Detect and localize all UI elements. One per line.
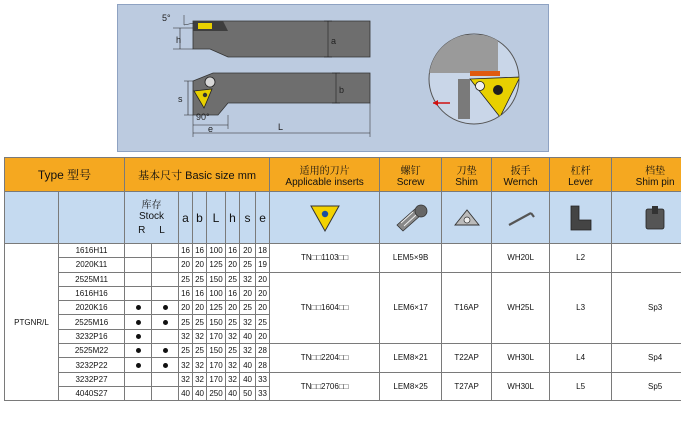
stock-r-cell	[125, 344, 152, 358]
model-cell: 3232P27	[59, 372, 125, 386]
insert-cell: TN□□1103□□	[270, 244, 380, 273]
stock-l-cell	[152, 344, 179, 358]
dim-angle: 5°	[162, 13, 171, 23]
header-screw: 螺钉 Screw	[380, 158, 442, 192]
side-view	[173, 15, 370, 57]
detail-view	[418, 34, 520, 124]
header-type: Type 型号	[5, 158, 125, 192]
model-cell: 4040S27	[59, 386, 125, 400]
lever-cell: L5	[550, 372, 612, 401]
table-row: 1616H16 16 16 100 16 20 20	[5, 286, 681, 300]
model-cell: 2525M22	[59, 344, 125, 358]
in-stock-dot	[136, 305, 141, 310]
header-shim-pin: 档垫 Shim pin	[612, 158, 681, 192]
model-cell: 3232P16	[59, 329, 125, 343]
stock-l-cell	[152, 301, 179, 315]
table-row: 2525M11 25 25 150 25 32 20 TN□□1604□□ LEM6×17 T16AP WH25L L3 Sp3	[5, 272, 681, 286]
dim-b: b	[339, 85, 345, 95]
in-stock-dot	[163, 363, 168, 368]
table-row: 2525M22 25 25 150 25 32 28 TN□□2204□□ LEM8×21 T22AP WH30L L4 Sp4	[5, 344, 681, 358]
dim-a: a	[331, 36, 337, 46]
screw-cell: LEM8×21	[380, 344, 442, 373]
stock-r-cell	[125, 301, 152, 315]
stock-r-cell	[125, 315, 152, 329]
wrench-cell: WH30L	[492, 344, 550, 373]
lever-cell: L3	[550, 272, 612, 343]
table-row: PTGNR/L 1616H11 16 16 100 16 20 18 TN□□1103□□ LEM5×9B WH20L L2	[5, 244, 681, 258]
screw-icon	[380, 192, 442, 244]
table-row: 2020K11 20 20 125 20 25 19	[5, 258, 681, 272]
stock-r-cell	[125, 358, 152, 372]
type-name: PTGNR/L	[5, 244, 59, 401]
header-inserts: 适用的刀片 Applicable inserts	[270, 158, 380, 192]
lever-cell: L4	[550, 344, 612, 373]
in-stock-dot	[136, 320, 141, 325]
shim-pin-cell: Sp4	[612, 344, 681, 373]
shim-cell	[442, 244, 492, 273]
stock-l-cell	[152, 315, 179, 329]
stock-l-cell	[152, 358, 179, 372]
col-h: h	[226, 192, 240, 244]
in-stock-dot	[163, 348, 168, 353]
lever-icon	[550, 192, 612, 244]
dim-L: L	[278, 122, 284, 132]
stock-header: 库存 Stock R L	[125, 192, 179, 244]
in-stock-dot	[136, 363, 141, 368]
model-cell: 3232P22	[59, 358, 125, 372]
dim-h: h	[176, 35, 182, 45]
screw-cell: LEM6×17	[380, 272, 442, 343]
header-shim: 刀垫 Shim	[442, 158, 492, 192]
table-row: 2525M16 25 25 150 25 32 25	[5, 315, 681, 329]
shim-cell: T27AP	[442, 372, 492, 401]
model-cell: 1616H11	[59, 244, 125, 258]
shim-pin-cell	[612, 244, 681, 273]
dim-s: s	[178, 94, 183, 104]
model-cell: 1616H16	[59, 286, 125, 300]
col-b: b	[193, 192, 207, 244]
subheader-row	[5, 192, 681, 244]
shim-pin-icon	[612, 192, 681, 244]
model-cell: 2525M11	[59, 272, 125, 286]
insert-cell: TN□□2706□□	[270, 372, 380, 401]
shim-cell: T16AP	[442, 272, 492, 343]
table-row: 3232P16 32 32 170 32 40 20	[5, 329, 681, 343]
header-basic-size: 基本尺寸 Basic size mm	[125, 158, 270, 192]
in-stock-dot	[136, 334, 141, 339]
col-e: e	[256, 192, 270, 244]
spec-table	[4, 157, 681, 401]
model-cell: 2525M16	[59, 315, 125, 329]
wrench-cell: WH30L	[492, 372, 550, 401]
col-a: a	[179, 192, 193, 244]
in-stock-dot	[136, 348, 141, 353]
model-cell: 2020K11	[59, 258, 125, 272]
header-lever: 杠杆 Lever	[550, 158, 612, 192]
header-row	[5, 158, 681, 192]
tool-drawing	[118, 5, 550, 153]
tool-drawing-panel	[117, 4, 549, 152]
dim-angle2: 90°	[196, 112, 210, 122]
insert-cell: TN□□2204□□	[270, 344, 380, 373]
col-s: s	[240, 192, 256, 244]
wrench-cell: WH20L	[492, 244, 550, 273]
shim-cell: T22AP	[442, 344, 492, 373]
header-wrench: 扳手 Wernch	[492, 158, 550, 192]
wrench-icon	[492, 192, 550, 244]
insert-triangle-icon	[270, 192, 380, 244]
table-row: 2020K16 20 20 125 20 25 20	[5, 301, 681, 315]
shim-pin-cell: Sp5	[612, 372, 681, 401]
model-cell: 2020K16	[59, 301, 125, 315]
table-row: 4040S27 40 40 250 40 50 33	[5, 386, 681, 400]
table-row: 3232P22 32 32 170 32 40 28	[5, 358, 681, 372]
wrench-cell: WH25L	[492, 272, 550, 343]
table-row: 3232P27 32 32 170 32 40 33 TN□□2706□□ LEM8×25 T27AP WH30L L5 Sp5	[5, 372, 681, 386]
in-stock-dot	[163, 305, 168, 310]
screw-cell: LEM8×25	[380, 372, 442, 401]
screw-cell: LEM5×9B	[380, 244, 442, 273]
in-stock-dot	[163, 320, 168, 325]
stock-r-cell	[125, 329, 152, 343]
col-L: L	[207, 192, 226, 244]
shim-pin-cell: Sp3	[612, 272, 681, 343]
insert-cell: TN□□1604□□	[270, 272, 380, 343]
lever-cell: L2	[550, 244, 612, 273]
shim-icon	[442, 192, 492, 244]
dim-e: e	[208, 124, 214, 134]
